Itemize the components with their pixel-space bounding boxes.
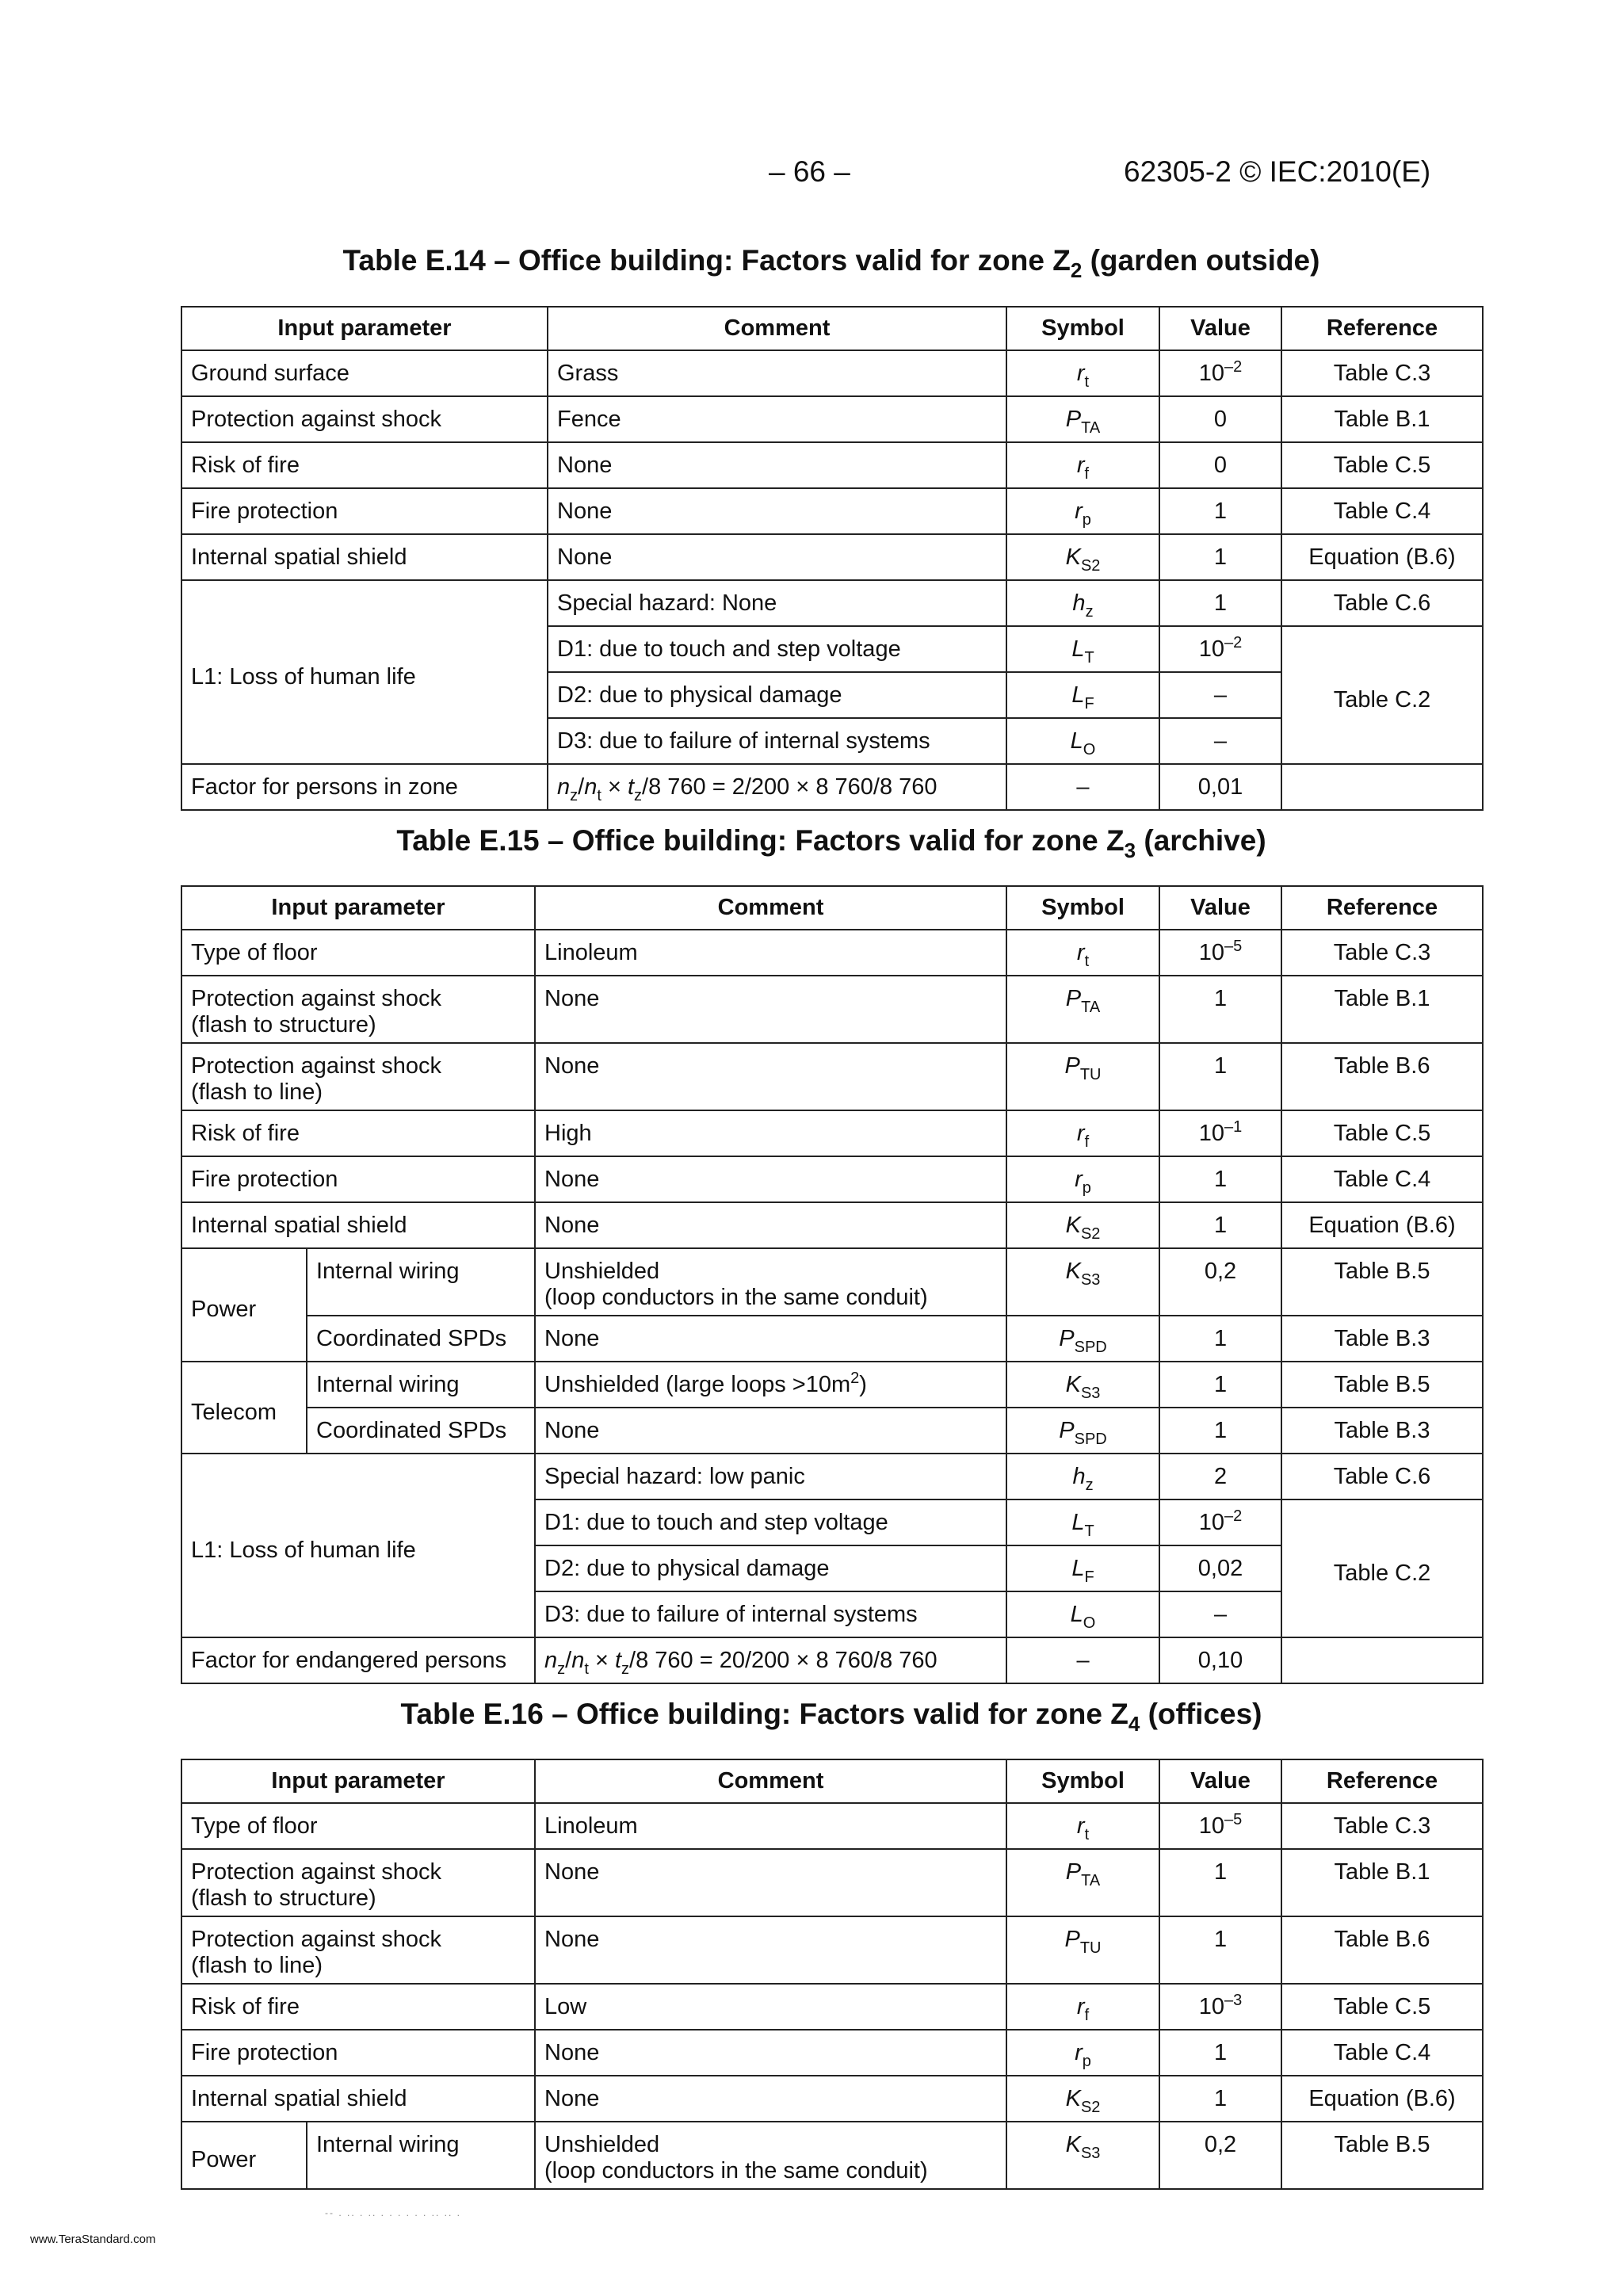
- comment-cell: Special hazard: low panic: [535, 1454, 1006, 1499]
- symbol: $r_f$: [1076, 1994, 1090, 2024]
- comment-cell: D3: due to failure of internal systems: [535, 1591, 1006, 1637]
- param-cell: Factor for endangered persons: [181, 1637, 535, 1683]
- param-cell: Factor for persons in zone: [181, 764, 548, 810]
- symbol: $L_T$: [1071, 636, 1094, 667]
- comment-cell: Unshielded (loop conductors in the same conduit): [535, 2122, 1006, 2189]
- comment-cell: Special hazard: None: [548, 580, 1006, 626]
- symbol-cell: [1006, 718, 1159, 764]
- symbol-cell: [1006, 1849, 1159, 1916]
- column-header: Input parameter: [181, 307, 548, 350]
- param-cell: L1: Loss of human life: [181, 1454, 535, 1637]
- value-cell: $10^{-3}$: [1159, 1984, 1281, 2030]
- value-cell: 1: [1159, 2076, 1281, 2122]
- value-cell: 1: [1159, 1043, 1281, 1110]
- symbol: $h_z$: [1072, 1464, 1094, 1494]
- comment-cell: D2: due to physical damage: [548, 672, 1006, 718]
- param-cell: Internal spatial shield: [181, 534, 548, 580]
- value-cell: 1: [1159, 1156, 1281, 1202]
- comment-cell: None: [535, 2030, 1006, 2076]
- reference-cell: Table B.1: [1281, 396, 1483, 442]
- param-cell: Risk of fire: [181, 442, 548, 488]
- reference-cell: Table B.1: [1281, 976, 1483, 1043]
- value-cell: –: [1159, 1591, 1281, 1637]
- symbol: $P_{TA}$: [1065, 407, 1101, 437]
- symbol: $L_F$: [1071, 1556, 1094, 1586]
- symbol: $L_F$: [1071, 682, 1094, 712]
- value-cell: $10^{-1}$: [1159, 1110, 1281, 1156]
- comment-cell: None: [548, 534, 1006, 580]
- reference-cell: Table C.2: [1281, 626, 1483, 764]
- value-cell: –: [1159, 718, 1281, 764]
- comment-cell: None: [548, 488, 1006, 534]
- symbol: $r_t$: [1076, 1813, 1090, 1843]
- symbol-cell: [1006, 2122, 1159, 2189]
- comment-cell: $n_z/n_t \times t_z/8$ 760 = 20/200 × 8 760/8 760: [535, 1637, 1006, 1683]
- param-cell: L1: Loss of human life: [181, 580, 548, 764]
- value-cell: 1: [1159, 976, 1281, 1043]
- column-header: Value: [1159, 1759, 1281, 1803]
- comment-cell: D1: due to touch and step voltage: [548, 626, 1006, 672]
- comment-cell: D3: due to failure of internal systems: [548, 718, 1006, 764]
- reference-cell: [1281, 764, 1483, 810]
- subparam-cell: Coordinated SPDs: [307, 1316, 535, 1362]
- symbol-cell: [1006, 396, 1159, 442]
- value-cell: 1: [1159, 1202, 1281, 1248]
- value-cell: 1: [1159, 1916, 1281, 1984]
- reference-cell: Table C.6: [1281, 580, 1483, 626]
- symbol: $h_z$: [1072, 590, 1094, 621]
- param-cell: Fire protection: [181, 1156, 535, 1202]
- table-row: [181, 1984, 1483, 2030]
- comment-cell: Unshielded (loop conductors in the same conduit): [535, 1248, 1006, 1316]
- param-cell: Type of floor: [181, 930, 535, 976]
- symbol: $r_p$: [1075, 2040, 1091, 2070]
- comment-cell: None: [535, 1316, 1006, 1362]
- column-header: Comment: [548, 307, 1006, 350]
- table-row: [181, 396, 1483, 442]
- comment-cell: None: [535, 1408, 1006, 1454]
- page-number: – 66 –: [769, 155, 850, 188]
- reference-cell: Table C.4: [1281, 488, 1483, 534]
- value-cell: 0,10: [1159, 1637, 1281, 1683]
- comment-cell: D1: due to touch and step voltage: [535, 1499, 1006, 1545]
- comment-cell: Linoleum: [535, 930, 1006, 976]
- symbol: $K_{S3}$: [1065, 2132, 1101, 2162]
- param-cell: Ground surface: [181, 350, 548, 396]
- value-cell: $10^{-2}$: [1159, 1499, 1281, 1545]
- table-row: [181, 1316, 1483, 1362]
- value-cell: 1: [1159, 2030, 1281, 2076]
- symbol-cell: [1006, 1591, 1159, 1637]
- value-cell: $10^{-5}$: [1159, 930, 1281, 976]
- symbol: $r_t$: [1076, 361, 1090, 391]
- comment-cell: None: [535, 976, 1006, 1043]
- reference-cell: Table B.5: [1281, 1248, 1483, 1316]
- symbol-cell: [1006, 976, 1159, 1043]
- table-row: [181, 350, 1483, 396]
- subparam-cell: Internal wiring: [307, 1362, 535, 1408]
- reference-cell: Table C.5: [1281, 442, 1483, 488]
- symbol: $r_t$: [1076, 940, 1090, 970]
- reference-cell: Table C.6: [1281, 1454, 1483, 1499]
- table-row: [181, 1110, 1483, 1156]
- reference-cell: Table B.5: [1281, 1362, 1483, 1408]
- reference-cell: Table C.3: [1281, 1803, 1483, 1849]
- table-row: [181, 764, 1483, 810]
- symbol-cell: [1006, 442, 1159, 488]
- column-header: Value: [1159, 886, 1281, 930]
- table-row: [181, 442, 1483, 488]
- symbol-cell: [1006, 626, 1159, 672]
- symbol: $P_{TA}$: [1065, 986, 1101, 1016]
- value-cell: 1: [1159, 488, 1281, 534]
- column-header: Symbol: [1006, 307, 1159, 350]
- symbol-cell: –: [1006, 1637, 1159, 1683]
- symbol-cell: [1006, 1316, 1159, 1362]
- reference-cell: Table B.6: [1281, 1916, 1483, 1984]
- symbol-cell: [1006, 1110, 1159, 1156]
- table-e16: [181, 1759, 1484, 2190]
- value-cell: 2: [1159, 1454, 1281, 1499]
- symbol-cell: [1006, 488, 1159, 534]
- table-row: [181, 976, 1483, 1043]
- reference-cell: Equation (B.6): [1281, 2076, 1483, 2122]
- reference-cell: Table C.4: [1281, 1156, 1483, 1202]
- symbol: $r_f$: [1076, 1121, 1090, 1151]
- subparam-cell: Internal wiring: [307, 2122, 535, 2189]
- symbol: $L_O$: [1070, 1602, 1096, 1632]
- param-cell: Fire protection: [181, 488, 548, 534]
- reference-cell: Table B.1: [1281, 1849, 1483, 1916]
- param-cell: Type of floor: [181, 1803, 535, 1849]
- symbol-cell: [1006, 1499, 1159, 1545]
- value-cell: 0,2: [1159, 1248, 1281, 1316]
- table-row: [181, 1156, 1483, 1202]
- symbol-cell: [1006, 2076, 1159, 2122]
- symbol: $P_{SPD}$: [1059, 1326, 1107, 1356]
- table-row: [181, 1202, 1483, 1248]
- symbol: $r_p$: [1075, 1167, 1091, 1197]
- footer-site: www.TeraStandard.com: [30, 2233, 156, 2246]
- comment-cell: None: [535, 2076, 1006, 2122]
- symbol-cell: [1006, 534, 1159, 580]
- value-cell: 1: [1159, 580, 1281, 626]
- reference-cell: Equation (B.6): [1281, 534, 1483, 580]
- symbol: $L_O$: [1070, 728, 1096, 758]
- reference-cell: Table C.3: [1281, 350, 1483, 396]
- symbol: $P_{TU}$: [1064, 1053, 1102, 1083]
- subparam-cell: Internal wiring: [307, 1248, 535, 1316]
- reference-cell: Table C.5: [1281, 1110, 1483, 1156]
- symbol: $r_f$: [1076, 453, 1090, 483]
- table-row: [181, 1408, 1483, 1454]
- value-cell: 0: [1159, 396, 1281, 442]
- symbol-cell: [1006, 930, 1159, 976]
- column-header: Reference: [1281, 1759, 1483, 1803]
- symbol-cell: [1006, 1545, 1159, 1591]
- reference-cell: Table C.5: [1281, 1984, 1483, 2030]
- param-cell: Internal spatial shield: [181, 2076, 535, 2122]
- column-header: Input parameter: [181, 1759, 535, 1803]
- comment-cell: Grass: [548, 350, 1006, 396]
- symbol: $K_{S2}$: [1065, 1213, 1101, 1243]
- param-cell: Protection against shock (flash to line): [181, 1916, 535, 1984]
- symbol-cell: [1006, 580, 1159, 626]
- column-header: Comment: [535, 886, 1006, 930]
- symbol-cell: [1006, 1984, 1159, 2030]
- symbol-cell: [1006, 1408, 1159, 1454]
- table-row: [181, 1043, 1483, 1110]
- symbol-cell: [1006, 2030, 1159, 2076]
- table-row: [181, 1248, 1483, 1316]
- reference-cell: Table B.5: [1281, 2122, 1483, 2189]
- table-row: [181, 580, 1483, 626]
- param-cell: Fire protection: [181, 2030, 535, 2076]
- value-cell: 1: [1159, 1408, 1281, 1454]
- symbol: $r_p$: [1075, 499, 1091, 529]
- value-cell: 1: [1159, 1362, 1281, 1408]
- value-cell: 1: [1159, 534, 1281, 580]
- symbol-cell: [1006, 350, 1159, 396]
- column-header: Reference: [1281, 307, 1483, 350]
- comment-cell: Linoleum: [535, 1803, 1006, 1849]
- symbol-cell: [1006, 1043, 1159, 1110]
- comment-cell: Unshielded (large loops $>10m^2$): [535, 1362, 1006, 1408]
- table-row: [181, 1803, 1483, 1849]
- table-e14: [181, 306, 1484, 811]
- symbol: $K_{S3}$: [1065, 1259, 1101, 1289]
- group-label: Power: [181, 2122, 307, 2189]
- column-header: Comment: [535, 1759, 1006, 1803]
- column-header: Input parameter: [181, 886, 535, 930]
- symbol-cell: [1006, 1156, 1159, 1202]
- table-row: [181, 1454, 1483, 1499]
- symbol-cell: [1006, 1916, 1159, 1984]
- value-cell: 1: [1159, 1316, 1281, 1362]
- comment-cell: None: [548, 442, 1006, 488]
- table-row: [181, 1916, 1483, 1984]
- symbol-cell: [1006, 672, 1159, 718]
- value-cell: –: [1159, 672, 1281, 718]
- symbol-cell: [1006, 1202, 1159, 1248]
- comment-cell: D2: due to physical damage: [535, 1545, 1006, 1591]
- param-cell: Risk of fire: [181, 1110, 535, 1156]
- comment-cell: Fence: [548, 396, 1006, 442]
- value-cell: 0,01: [1159, 764, 1281, 810]
- reference-cell: Table C.3: [1281, 930, 1483, 976]
- value-cell: 0,02: [1159, 1545, 1281, 1591]
- comment-cell: None: [535, 1156, 1006, 1202]
- column-header: Value: [1159, 307, 1281, 350]
- table-row: [181, 2122, 1483, 2189]
- param-cell: Protection against shock: [181, 396, 548, 442]
- param-cell: Internal spatial shield: [181, 1202, 535, 1248]
- value-cell: $10^{-2}$: [1159, 350, 1281, 396]
- param-cell: Risk of fire: [181, 1984, 535, 2030]
- column-header: Symbol: [1006, 886, 1159, 930]
- value-cell: 1: [1159, 1849, 1281, 1916]
- value-cell: $10^{-2}$: [1159, 626, 1281, 672]
- param-cell: Protection against shock (flash to structure): [181, 976, 535, 1043]
- symbol-cell: –: [1006, 764, 1159, 810]
- value-cell: 0: [1159, 442, 1281, 488]
- symbol-cell: [1006, 1803, 1159, 1849]
- reference-cell: [1281, 1637, 1483, 1683]
- subparam-cell: Coordinated SPDs: [307, 1408, 535, 1454]
- comment-cell: None: [535, 1916, 1006, 1984]
- symbol-cell: [1006, 1454, 1159, 1499]
- symbol: $K_{S2}$: [1065, 544, 1101, 575]
- table-caption-e16: Table E.16 – Office building: Factors valid for zone $Z_4$ (offices): [400, 1698, 1262, 1736]
- table-row: [181, 930, 1483, 976]
- comment-cell: $n_z/n_t \times t_z/8$ 760 = 2/200 × 8 760/8 760: [548, 764, 1006, 810]
- table-e15: [181, 885, 1484, 1684]
- comment-cell: High: [535, 1110, 1006, 1156]
- reference-cell: Table C.2: [1281, 1499, 1483, 1637]
- value-cell: 0,2: [1159, 2122, 1281, 2189]
- scan-noise: -- . .. . .. . . . . . . .. .. .: [325, 2207, 462, 2218]
- symbol: $P_{SPD}$: [1059, 1418, 1107, 1448]
- group-label: Telecom: [181, 1362, 307, 1454]
- table-row: [181, 2076, 1483, 2122]
- value-cell: $10^{-5}$: [1159, 1803, 1281, 1849]
- comment-cell: None: [535, 1849, 1006, 1916]
- symbol: $L_T$: [1071, 1510, 1094, 1540]
- symbol-cell: [1006, 1248, 1159, 1316]
- reference-cell: Table B.3: [1281, 1316, 1483, 1362]
- reference-cell: Table B.6: [1281, 1043, 1483, 1110]
- column-header: Reference: [1281, 886, 1483, 930]
- symbol: $K_{S2}$: [1065, 2086, 1101, 2116]
- symbol: $P_{TA}$: [1065, 1859, 1101, 1889]
- table-caption-e14: Table E.14 – Office building: Factors valid for zone $Z_2$ (garden outside): [342, 244, 1320, 282]
- table-row: [181, 1362, 1483, 1408]
- table-row: [181, 488, 1483, 534]
- symbol: $K_{S3}$: [1065, 1372, 1101, 1402]
- comment-cell: None: [535, 1202, 1006, 1248]
- reference-cell: Equation (B.6): [1281, 1202, 1483, 1248]
- reference-cell: Table C.4: [1281, 2030, 1483, 2076]
- comment-cell: None: [535, 1043, 1006, 1110]
- column-header: Symbol: [1006, 1759, 1159, 1803]
- symbol-cell: [1006, 1362, 1159, 1408]
- table-caption-e15: Table E.15 – Office building: Factors valid for zone $Z_3$ (archive): [396, 824, 1266, 862]
- table-row: [181, 1637, 1483, 1683]
- param-cell: Protection against shock (flash to structure): [181, 1849, 535, 1916]
- param-cell: Protection against shock (flash to line): [181, 1043, 535, 1110]
- table-row: [181, 1849, 1483, 1916]
- group-label: Power: [181, 1248, 307, 1362]
- standard-id: 62305-2 © IEC:2010(E): [1124, 155, 1431, 188]
- table-row: [181, 2030, 1483, 2076]
- table-row: [181, 534, 1483, 580]
- comment-cell: Low: [535, 1984, 1006, 2030]
- symbol: $P_{TU}$: [1064, 1927, 1102, 1957]
- reference-cell: Table B.3: [1281, 1408, 1483, 1454]
